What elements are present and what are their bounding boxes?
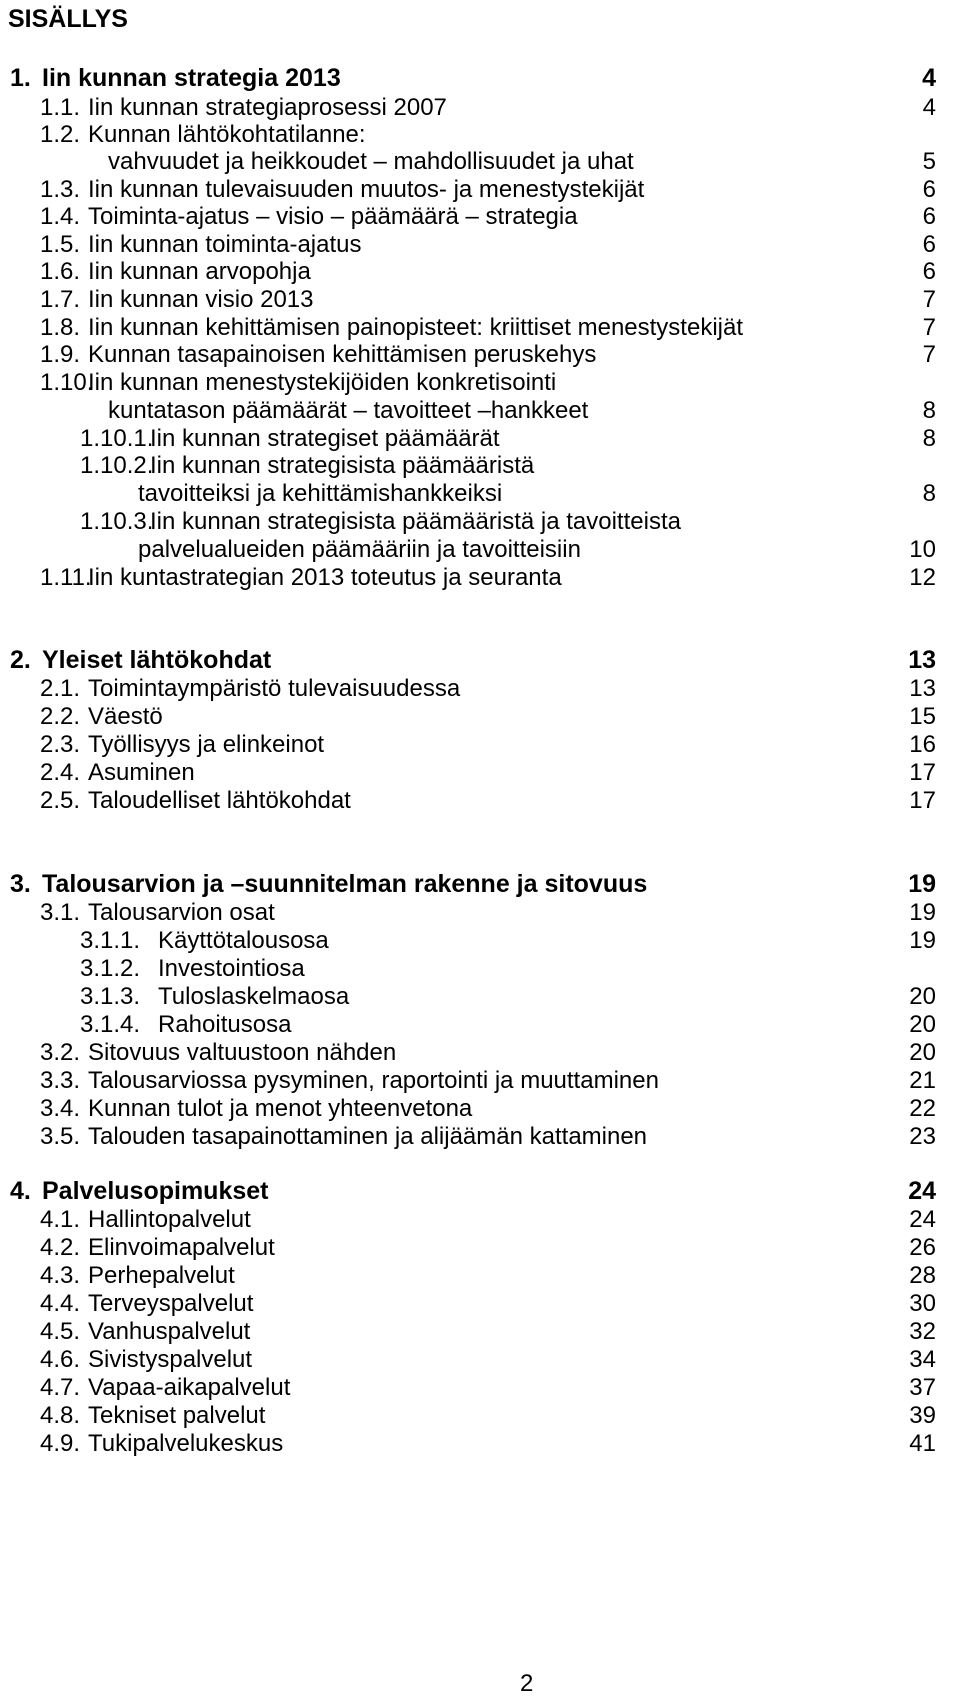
toc-entry-page: 24 bbox=[909, 1206, 936, 1233]
toc-entry-page: 20 bbox=[909, 1011, 936, 1038]
toc-entry-page: 5 bbox=[922, 148, 936, 175]
toc-entry-title: Iin kunnan tulevaisuuden muutos- ja menestystekijät bbox=[88, 176, 645, 203]
toc-entry-title: Iin kunnan strategiset päämäärät bbox=[150, 425, 500, 452]
toc-entry-page: 22 bbox=[909, 1095, 936, 1122]
toc-entry-title: Toimintaympäristö tulevaisuudessa bbox=[88, 675, 461, 702]
toc-entry-title: Iin kunnan strategisista päämääristä ja tavoitteista bbox=[150, 508, 681, 535]
toc-entry-title: Iin kunnan strategia 2013 bbox=[42, 64, 341, 92]
toc-entry-page: 23 bbox=[909, 1123, 936, 1150]
toc-entry-page: 19 bbox=[908, 870, 936, 898]
toc-entry-title: Talousarvion osat bbox=[88, 899, 275, 926]
toc-entry-title: Tukipalvelukeskus bbox=[88, 1430, 284, 1457]
toc-entry-title: Käyttötalousosa bbox=[158, 927, 329, 954]
toc-entry-number: 1.5. bbox=[40, 231, 81, 258]
toc-entry-number: 3.1.4. bbox=[80, 1011, 141, 1038]
toc-entry-number: 1.9. bbox=[40, 341, 81, 368]
toc-entry-number: 4.4. bbox=[40, 1290, 81, 1317]
toc-entry-title: Tuloslaskelmaosa bbox=[158, 983, 350, 1010]
toc-entry-title: Asuminen bbox=[88, 759, 195, 786]
toc-entry-number: 1.7. bbox=[40, 286, 81, 313]
toc-title: SISÄLLYS bbox=[8, 5, 128, 33]
toc-entry-title: Perhepalvelut bbox=[88, 1262, 235, 1289]
toc-entry-title: Sitovuus valtuustoon nähden bbox=[88, 1039, 397, 1066]
toc-entry-number: 2.5. bbox=[40, 787, 81, 814]
toc-entry-title: kuntatason päämäärät – tavoitteet –hankkeet bbox=[108, 397, 589, 424]
toc-entry-title: Iin kunnan kehittämisen painopisteet: kriittiset menestystekijät bbox=[88, 314, 743, 341]
toc-entry-title: Tekniset palvelut bbox=[88, 1402, 266, 1429]
toc-entry-title: Iin kunnan arvopohja bbox=[88, 258, 311, 285]
toc-entry-number: 3.1.2. bbox=[80, 955, 141, 982]
toc-entry-title: Iin kunnan strategisista päämääristä bbox=[150, 452, 535, 479]
toc-entry-page: 34 bbox=[909, 1346, 936, 1373]
toc-entry-number: 4.5. bbox=[40, 1318, 81, 1345]
toc-entry-title: Työllisyys ja elinkeinot bbox=[88, 731, 325, 758]
toc-entry-number: 1.1. bbox=[40, 94, 81, 121]
toc-entry-number: 1.10. bbox=[40, 369, 94, 396]
toc-entry-page: 17 bbox=[909, 787, 936, 814]
toc-entry-number: 4.3. bbox=[40, 1262, 81, 1289]
toc-entry-number: 3.3. bbox=[40, 1067, 81, 1094]
toc-entry-number: 1.2. bbox=[40, 121, 81, 148]
toc-entry-number: 2. bbox=[10, 646, 31, 674]
toc-entry-number: 2.3. bbox=[40, 731, 81, 758]
toc-entry-page: 37 bbox=[909, 1374, 936, 1401]
toc-entry-number: 2.2. bbox=[40, 703, 81, 730]
toc-entry-page: 6 bbox=[922, 203, 936, 230]
toc-entry-page: 4 bbox=[922, 64, 936, 92]
toc-entry-number: 2.4. bbox=[40, 759, 81, 786]
toc-entry-number: 3.2. bbox=[40, 1039, 81, 1066]
toc-entry-page: 28 bbox=[909, 1262, 936, 1289]
toc-entry-page: 20 bbox=[909, 1039, 936, 1066]
toc-entry-title: Taloudelliset lähtökohdat bbox=[88, 787, 351, 814]
toc-entry-title: Hallintopalvelut bbox=[88, 1206, 251, 1233]
page-number: 2 bbox=[520, 1670, 534, 1697]
toc-entry-title: Vanhuspalvelut bbox=[88, 1318, 251, 1345]
toc-entry-title: Iin kunnan toiminta-ajatus bbox=[88, 231, 362, 258]
toc-entry-number: 4.1. bbox=[40, 1206, 81, 1233]
toc-entry-title: Iin kunnan menestystekijöiden konkretisointi bbox=[88, 369, 557, 396]
toc-entry-title: Investointiosa bbox=[158, 955, 305, 982]
toc-entry-page: 32 bbox=[909, 1318, 936, 1345]
toc-entry-number: 4.2. bbox=[40, 1234, 81, 1261]
toc-entry-page: 4 bbox=[922, 94, 936, 121]
toc-entry-number: 4. bbox=[10, 1177, 31, 1205]
toc-entry-page: 7 bbox=[922, 314, 936, 341]
toc-entry-number: 3.4. bbox=[40, 1095, 81, 1122]
toc-entry-number: 3.1.1. bbox=[80, 927, 141, 954]
toc-entry-title: Yleiset lähtökohdat bbox=[42, 646, 272, 674]
toc-entry-page: 20 bbox=[909, 983, 936, 1010]
toc-entry-number: 1.3. bbox=[40, 176, 81, 203]
toc-entry-number: 1. bbox=[10, 64, 31, 92]
toc-entry-page: 8 bbox=[922, 397, 936, 424]
toc-entry-number: 4.8. bbox=[40, 1402, 81, 1429]
toc-entry-page: 6 bbox=[922, 231, 936, 258]
toc-entry-page: 8 bbox=[922, 480, 936, 507]
toc-entry-number: 1.10.1. bbox=[80, 425, 154, 452]
toc-entry-title: Terveyspalvelut bbox=[88, 1290, 254, 1317]
toc-entry-page: 6 bbox=[922, 258, 936, 285]
toc-entry-page: 30 bbox=[909, 1290, 936, 1317]
toc-entry-title: vahvuudet ja heikkoudet – mahdollisuudet ja uhat bbox=[108, 148, 634, 175]
toc-entry-page: 41 bbox=[909, 1430, 936, 1457]
toc-entry-title: tavoitteiksi ja kehittämishankkeiksi bbox=[138, 480, 503, 507]
toc-entry-title: Kunnan tasapainoisen kehittämisen peruskehys bbox=[88, 341, 597, 368]
toc-entry-number: 4.6. bbox=[40, 1346, 81, 1373]
toc-entry-number: 1.6. bbox=[40, 258, 81, 285]
toc-entry-title: Väestö bbox=[88, 703, 163, 730]
toc-entry-title: Toiminta-ajatus – visio – päämäärä – strategia bbox=[88, 203, 578, 230]
toc-entry-number: 3. bbox=[10, 870, 31, 898]
toc-entry-page: 39 bbox=[909, 1402, 936, 1429]
toc-entry-number: 1.8. bbox=[40, 314, 81, 341]
toc-entry-number: 2.1. bbox=[40, 675, 81, 702]
toc-entry-page: 19 bbox=[909, 899, 936, 926]
toc-entry-number: 1.10.3. bbox=[80, 508, 154, 535]
toc-entry-page: 7 bbox=[922, 286, 936, 313]
toc-entry-page: 10 bbox=[909, 536, 936, 563]
toc-entry-page: 7 bbox=[922, 341, 936, 368]
toc-entry-page: 13 bbox=[909, 675, 936, 702]
toc-entry-number: 3.1. bbox=[40, 899, 81, 926]
toc-entry-title: Elinvoimapalvelut bbox=[88, 1234, 275, 1261]
toc-entry-title: Talouden tasapainottaminen ja alijäämän kattaminen bbox=[88, 1123, 648, 1150]
toc-entry-page: 26 bbox=[909, 1234, 936, 1261]
toc-entry-page: 6 bbox=[922, 176, 936, 203]
toc-entry-page: 24 bbox=[908, 1177, 936, 1205]
toc-entry-title: Kunnan tulot ja menot yhteenvetona bbox=[88, 1095, 473, 1122]
toc-entry-page: 17 bbox=[909, 759, 936, 786]
toc-entry-number: 4.9. bbox=[40, 1430, 81, 1457]
toc-entry-page: 12 bbox=[909, 564, 936, 591]
toc-entry-title: Rahoitusosa bbox=[158, 1011, 292, 1038]
toc-entry-title: Talousarvion ja –suunnitelman rakenne ja sitovuus bbox=[42, 870, 648, 898]
toc-entry-page: 8 bbox=[922, 425, 936, 452]
toc-entry-title: Talousarviossa pysyminen, raportointi ja muuttaminen bbox=[88, 1067, 659, 1094]
toc-entry-title: Iin kuntastrategian 2013 toteutus ja seuranta bbox=[88, 564, 562, 591]
toc-entry-number: 1.11. bbox=[40, 564, 92, 591]
toc-entry-page: 21 bbox=[909, 1067, 936, 1094]
toc-entry-number: 3.5. bbox=[40, 1123, 81, 1150]
toc-entry-page: 16 bbox=[909, 731, 936, 758]
toc-entry-page: 13 bbox=[908, 646, 936, 674]
toc-entry-title: Iin kunnan strategiaprosessi 2007 bbox=[88, 94, 447, 121]
toc-entry-title: Iin kunnan visio 2013 bbox=[88, 286, 314, 313]
toc-entry-title: Palvelusopimukset bbox=[42, 1177, 269, 1205]
toc-entry-number: 3.1.3. bbox=[80, 983, 141, 1010]
toc-entry-page: 19 bbox=[909, 927, 936, 954]
toc-entry-number: 1.10.2. bbox=[80, 452, 154, 479]
toc-entry-number: 4.7. bbox=[40, 1374, 81, 1401]
toc-entry-title: Vapaa-aikapalvelut bbox=[88, 1374, 291, 1401]
toc-entry-page: 15 bbox=[909, 703, 936, 730]
toc-entry-title: palvelualueiden päämääriin ja tavoitteisiin bbox=[138, 536, 581, 563]
toc-entry-number: 1.4. bbox=[40, 203, 81, 230]
toc-entry-title: Kunnan lähtökohtatilanne: bbox=[88, 121, 366, 148]
toc-entry-title: Sivistyspalvelut bbox=[88, 1346, 253, 1373]
